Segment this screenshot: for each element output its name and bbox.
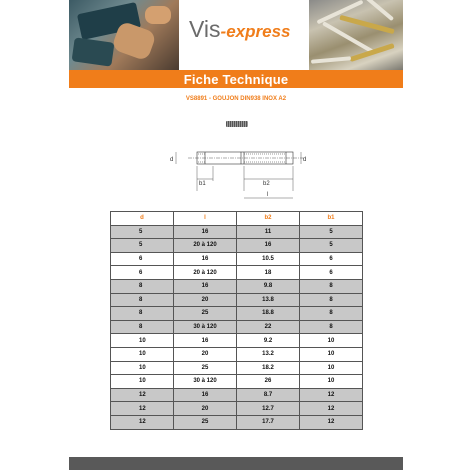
table-row	[111, 334, 363, 348]
dim-label-b2: b2	[263, 181, 270, 187]
logo-main-text: Vis	[189, 16, 221, 42]
footer-bar	[69, 457, 403, 470]
cell-l: 25	[174, 307, 237, 321]
table-row	[111, 239, 363, 253]
table-row	[111, 361, 363, 375]
cell-b2: 8.7	[237, 388, 300, 402]
brand-logo	[189, 16, 290, 43]
cell-d: 8	[111, 320, 174, 334]
table-row	[111, 293, 363, 307]
cell-l: 20 à 120	[174, 266, 237, 280]
cell-b1: 5	[300, 239, 363, 253]
table-row	[111, 320, 363, 334]
cell-l: 25	[174, 415, 237, 429]
cell-l: 16	[174, 334, 237, 348]
table-body	[111, 225, 363, 429]
cell-b2: 12.7	[237, 402, 300, 416]
cell-d: 10	[111, 347, 174, 361]
cell-d: 6	[111, 252, 174, 266]
cell-b2: 13.8	[237, 293, 300, 307]
cell-d: 10	[111, 361, 174, 375]
header-d: d	[111, 212, 174, 226]
cell-l: 20	[174, 347, 237, 361]
table-row	[111, 225, 363, 239]
spec-table	[110, 211, 363, 430]
cell-d: 8	[111, 307, 174, 321]
cell-l: 20	[174, 293, 237, 307]
dim-label-d-left: d	[170, 157, 174, 163]
cell-b2: 11	[237, 225, 300, 239]
dim-label-b1: b1	[199, 181, 206, 187]
table-row	[111, 279, 363, 293]
header-b2: b2	[237, 212, 300, 226]
cell-b1: 6	[300, 252, 363, 266]
cell-b1: 5	[300, 225, 363, 239]
cell-b1: 12	[300, 388, 363, 402]
table-row	[111, 388, 363, 402]
header-l: l	[174, 212, 237, 226]
cell-b2: 18	[237, 266, 300, 280]
table-row	[111, 402, 363, 416]
table-row	[111, 375, 363, 389]
cell-d: 10	[111, 375, 174, 389]
screws-photo	[309, 0, 403, 70]
cell-b2: 9.2	[237, 334, 300, 348]
cell-b1: 8	[300, 279, 363, 293]
cell-l: 16	[174, 252, 237, 266]
cell-d: 10	[111, 334, 174, 348]
cell-b1: 12	[300, 402, 363, 416]
cell-l: 16	[174, 279, 237, 293]
cell-b1: 10	[300, 375, 363, 389]
cell-d: 12	[111, 402, 174, 416]
cell-b2: 18.8	[237, 307, 300, 321]
cell-l: 20	[174, 402, 237, 416]
cell-b2: 18.2	[237, 361, 300, 375]
header-b1: b1	[300, 212, 363, 226]
cell-b2: 16	[237, 239, 300, 253]
stud-bolt-image	[226, 121, 248, 127]
technical-drawing	[160, 142, 310, 212]
cell-b1: 6	[300, 266, 363, 280]
header-banner	[69, 0, 403, 70]
page-title: Fiche Technique	[183, 71, 289, 87]
cell-l: 16	[174, 225, 237, 239]
cell-b2: 10.5	[237, 252, 300, 266]
cell-b2: 17.7	[237, 415, 300, 429]
cell-l: 30 à 120	[174, 375, 237, 389]
cell-b1: 10	[300, 361, 363, 375]
cell-d: 8	[111, 293, 174, 307]
logo-area	[179, 0, 309, 70]
table-row	[111, 307, 363, 321]
logo-sub-text: -express	[220, 22, 291, 41]
cell-b1: 10	[300, 334, 363, 348]
cell-d: 5	[111, 239, 174, 253]
cell-d: 12	[111, 388, 174, 402]
cell-l: 30 à 120	[174, 320, 237, 334]
table-row	[111, 252, 363, 266]
cell-l: 25	[174, 361, 237, 375]
cell-d: 12	[111, 415, 174, 429]
cell-b1: 12	[300, 415, 363, 429]
cell-d: 6	[111, 266, 174, 280]
cell-b1: 8	[300, 320, 363, 334]
cell-b2: 13.2	[237, 347, 300, 361]
table-row	[111, 347, 363, 361]
cell-d: 8	[111, 279, 174, 293]
title-bar	[69, 70, 403, 88]
cell-b1: 10	[300, 347, 363, 361]
table-header-row	[111, 212, 363, 226]
cell-b2: 22	[237, 320, 300, 334]
dim-label-d-right: d	[303, 157, 307, 163]
table-row	[111, 266, 363, 280]
product-reference: VS8891 - GOUJON DIN938 INOX A2	[185, 96, 287, 102]
cell-b2: 9.8	[237, 279, 300, 293]
dim-label-l: l	[267, 192, 269, 198]
cell-b1: 8	[300, 293, 363, 307]
table-row	[111, 415, 363, 429]
workshop-photo	[69, 0, 179, 70]
cell-l: 16	[174, 388, 237, 402]
cell-b1: 8	[300, 307, 363, 321]
cell-l: 20 à 120	[174, 239, 237, 253]
cell-b2: 26	[237, 375, 300, 389]
cell-d: 5	[111, 225, 174, 239]
